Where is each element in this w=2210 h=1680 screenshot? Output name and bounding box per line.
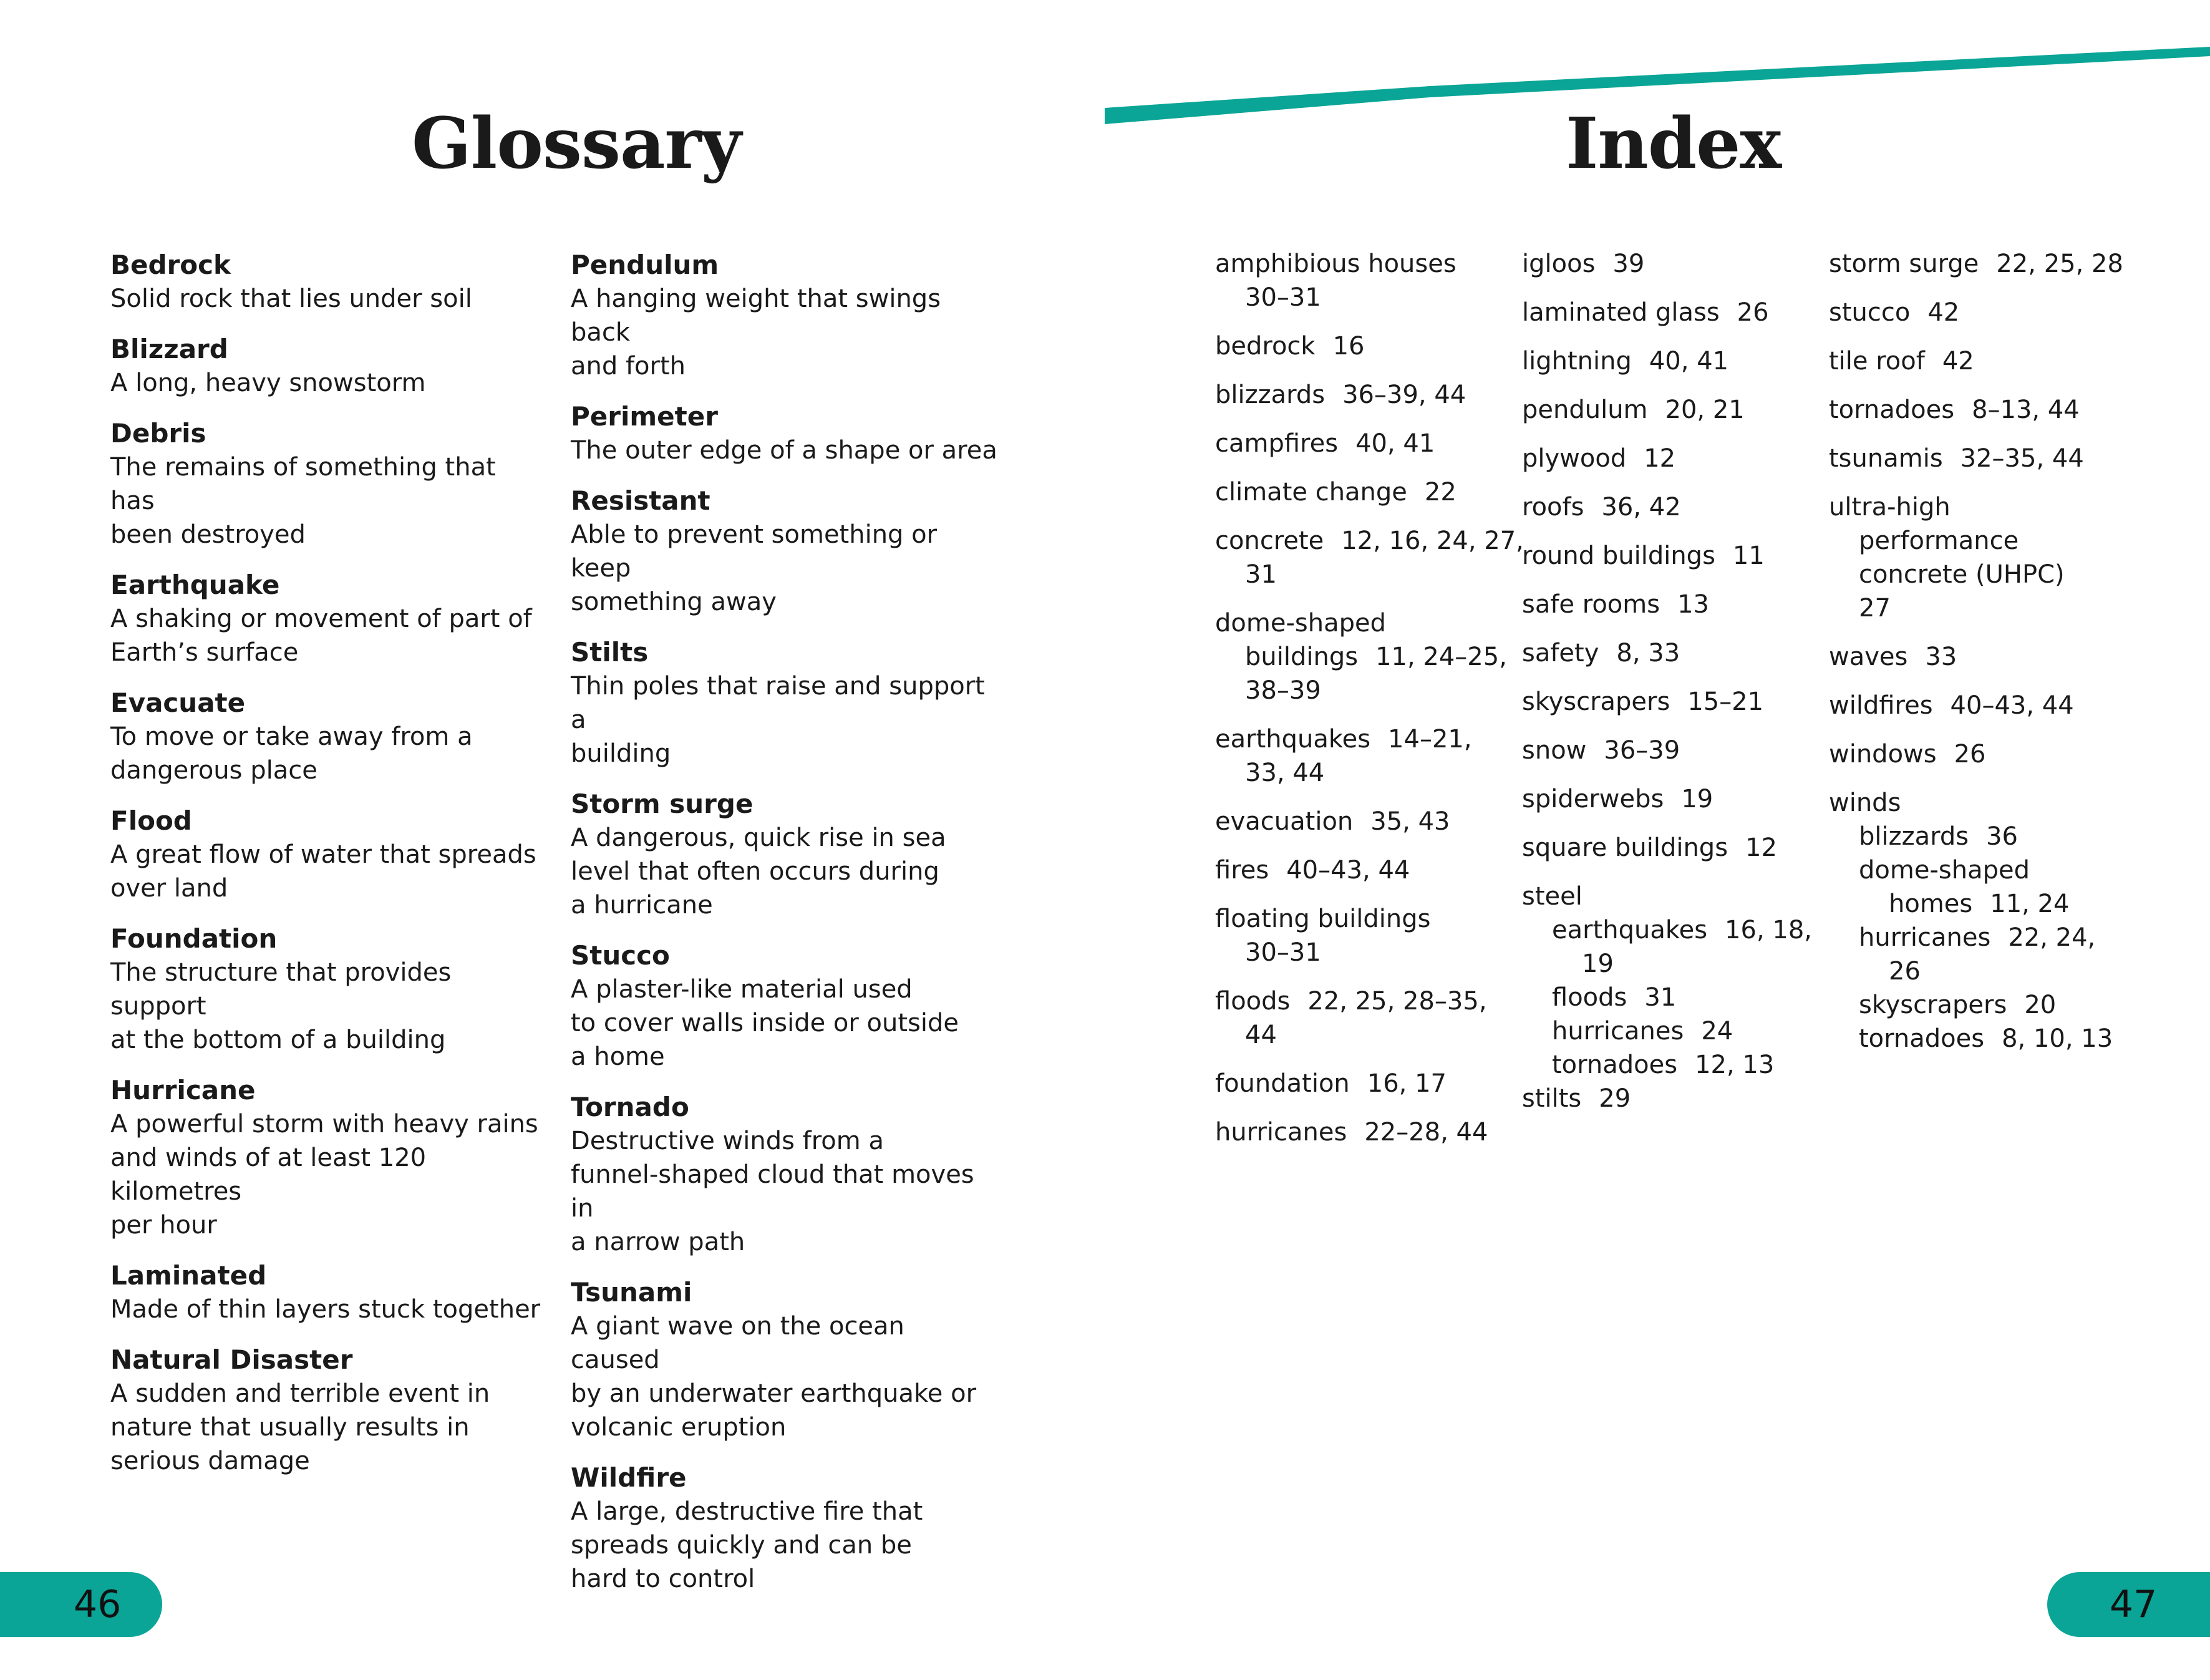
glossary-term: Hurricane	[110, 1075, 256, 1105]
index-line	[1829, 591, 2153, 625]
index-term: tornadoes	[1829, 396, 1955, 424]
index-entry	[1522, 782, 1821, 816]
glossary-entry	[110, 1259, 541, 1326]
index-entry	[1215, 1115, 1508, 1149]
glossary-definition-line: The remains of something that has	[110, 453, 496, 515]
index-entry	[1215, 247, 1508, 314]
index-term: dome-shaped	[1859, 856, 2030, 885]
index-line	[1829, 820, 2153, 853]
index-pages: 8–13, 44	[1972, 396, 2080, 424]
index-term: plywood	[1522, 444, 1627, 473]
index-pages: 19	[1681, 785, 1713, 813]
glossary-term: Bedrock	[110, 250, 231, 280]
glossary-entry	[110, 804, 541, 905]
index-entry	[1522, 588, 1821, 621]
glossary-entry	[110, 922, 541, 1057]
glossary-definition-line: volcanic eruption	[571, 1413, 787, 1442]
index-pages: 11, 24	[1990, 890, 2070, 918]
index-term: buildings	[1245, 643, 1359, 671]
glossary-definition-line: Thin poles that raise and support a	[571, 672, 985, 734]
index-term: ultra-high	[1829, 493, 1951, 522]
index-line	[1522, 782, 1821, 816]
glossary-definition-line: and forth	[571, 352, 686, 381]
index-entry	[1522, 296, 1821, 329]
index-line	[1522, 442, 1821, 475]
index-line	[1215, 378, 1508, 412]
index-entry	[1215, 475, 1508, 509]
glossary-definition-line: Made of thin layers stuck together	[110, 1295, 541, 1324]
glossary-definition-line: been destroyed	[110, 520, 306, 549]
index-term: round buildings	[1522, 541, 1715, 570]
index-term: hurricanes	[1859, 923, 1991, 952]
index-pages: 14–21,	[1388, 725, 1472, 754]
glossary-definition-line: hard to control	[571, 1565, 755, 1593]
index-line	[1522, 1048, 1821, 1082]
index-entry	[1522, 685, 1821, 719]
index-term: stucco	[1829, 298, 1911, 327]
index-line	[1829, 853, 2153, 887]
glossary-term: Evacuate	[110, 687, 246, 718]
index-term: windows	[1829, 740, 1937, 769]
glossary-definition-line: The outer edge of a shape or area	[571, 436, 997, 465]
index-line	[1215, 558, 1508, 591]
glossary-definition-line: a home	[571, 1042, 665, 1071]
glossary-entry	[571, 1276, 1001, 1444]
index-entry	[1215, 329, 1508, 363]
index-line	[1829, 786, 2153, 820]
page-number-left: 46	[74, 1583, 122, 1626]
index-term: foundation	[1215, 1069, 1350, 1098]
index-term: dome-shaped	[1215, 609, 1386, 638]
index-line	[1215, 722, 1508, 756]
glossary-definition-line: The structure that provides support	[110, 958, 452, 1021]
index-term: earthquakes	[1215, 725, 1371, 754]
index-column-2	[1522, 247, 1821, 1130]
index-line	[1522, 539, 1821, 573]
index-line	[1215, 1115, 1508, 1149]
index-line	[1522, 1082, 1821, 1115]
index-term: campfires	[1215, 429, 1339, 458]
index-line	[1829, 1022, 2153, 1056]
index-term: tornadoes	[1552, 1051, 1678, 1079]
glossary-term: Stucco	[571, 940, 670, 971]
index-term: 33, 44	[1245, 759, 1325, 787]
page-number-tab-right	[2047, 1572, 2210, 1637]
index-pages: 33	[1925, 643, 1957, 671]
glossary-definition-line: A hanging weight that swings back	[571, 284, 941, 347]
index-entry	[1215, 524, 1524, 591]
index-line	[1829, 737, 2153, 771]
index-line	[1829, 988, 2153, 1022]
index-pages: 8, 10, 13	[2002, 1024, 2113, 1053]
glossary-entry	[110, 248, 541, 316]
index-line	[1215, 606, 1508, 640]
glossary-entry	[571, 248, 1001, 383]
index-term: concrete (UHPC)	[1859, 560, 2065, 589]
index-entry	[1829, 490, 2153, 625]
index-term: stilts	[1522, 1084, 1582, 1113]
index-line	[1522, 913, 1821, 947]
glossary-entry	[110, 417, 541, 551]
index-entry	[1829, 640, 2153, 674]
index-term: igloos	[1522, 250, 1596, 278]
index-pages: 13	[1677, 590, 1709, 619]
index-entry	[1522, 831, 1821, 865]
index-line	[1522, 734, 1821, 767]
index-column-1	[1215, 247, 1524, 1164]
index-term: tile roof	[1829, 347, 1925, 376]
index-entry	[1522, 393, 1821, 427]
index-entry	[1829, 247, 2153, 281]
glossary-entry	[571, 939, 1001, 1074]
glossary-term: Tornado	[571, 1092, 689, 1122]
index-line	[1829, 954, 2153, 988]
index-line	[1522, 490, 1821, 524]
index-pages: 12, 13	[1695, 1051, 1775, 1079]
index-line	[1522, 1014, 1821, 1048]
index-title: Index	[1566, 103, 1781, 185]
index-term: floating buildings	[1215, 905, 1431, 933]
glossary-entry	[571, 1090, 1001, 1259]
glossary-term: Foundation	[110, 923, 278, 954]
index-line	[1522, 393, 1821, 427]
index-pages: 22, 24,	[2008, 923, 2096, 952]
index-entry	[1829, 737, 2153, 771]
index-term: steel	[1522, 882, 1582, 911]
index-pages: 8, 33	[1616, 639, 1680, 668]
glossary-definition-line: a narrow path	[571, 1228, 745, 1256]
index-entry	[1522, 490, 1821, 524]
glossary-entry	[110, 1343, 541, 1478]
index-line	[1522, 981, 1821, 1014]
glossary-definition-line: A shaking or movement of part of	[110, 605, 532, 633]
index-pages: 36	[1986, 822, 2018, 851]
index-line	[1829, 490, 2153, 524]
index-term: floods	[1215, 987, 1291, 1016]
index-term: lightning	[1522, 347, 1632, 376]
glossary-column-left	[110, 248, 541, 1495]
index-line	[1215, 805, 1508, 838]
index-line	[1522, 685, 1821, 719]
glossary-definition-line: something away	[571, 588, 777, 616]
index-pages: 39	[1612, 250, 1645, 278]
index-term: tsunamis	[1829, 444, 1943, 473]
accent-stripe	[0, 0, 2210, 137]
index-pages: 35, 43	[1370, 807, 1450, 836]
index-line	[1215, 674, 1508, 707]
index-term: blizzards	[1215, 381, 1326, 409]
index-line	[1829, 442, 2153, 475]
index-line	[1829, 689, 2153, 722]
index-term: safety	[1522, 639, 1599, 668]
glossary-definition-line: To move or take away from a	[110, 722, 473, 751]
index-pages: 12	[1644, 444, 1676, 473]
index-term: laminated glass	[1522, 298, 1720, 327]
index-line	[1829, 296, 2153, 329]
index-line	[1522, 296, 1821, 329]
index-line	[1522, 636, 1821, 670]
index-term: storm surge	[1829, 250, 1979, 278]
index-column-3	[1829, 247, 2153, 1071]
index-line	[1215, 640, 1508, 674]
index-term: hurricanes	[1215, 1118, 1347, 1147]
index-term: bedrock	[1215, 332, 1316, 361]
glossary-term: Wildfire	[571, 1462, 687, 1493]
index-line	[1215, 281, 1508, 314]
glossary-definition-line: building	[571, 739, 671, 768]
index-term: earthquakes	[1552, 916, 1708, 944]
page-number-tab-left	[0, 1572, 162, 1637]
glossary-definition-line: per hour	[110, 1211, 217, 1240]
glossary-entry	[571, 400, 1001, 467]
index-entry	[1215, 378, 1508, 412]
index-term: safe rooms	[1522, 590, 1660, 619]
index-entry	[1522, 734, 1821, 767]
glossary-definition-line: Earth’s surface	[110, 638, 299, 667]
glossary-entry	[571, 484, 1001, 619]
index-term: snow	[1522, 736, 1587, 765]
glossary-definition-line: A powerful storm with heavy rains	[110, 1110, 538, 1139]
index-pages: 40, 41	[1355, 429, 1435, 458]
index-pages: 12	[1745, 833, 1777, 862]
glossary-term: Blizzard	[110, 334, 228, 364]
glossary-term: Natural Disaster	[110, 1344, 353, 1375]
glossary-definition-line: A giant wave on the ocean caused	[571, 1312, 904, 1374]
index-term: 44	[1245, 1021, 1277, 1049]
index-term: pendulum	[1522, 396, 1648, 424]
page-number-right: 47	[2110, 1583, 2158, 1626]
index-line	[1829, 524, 2153, 558]
index-term: 38–39	[1245, 676, 1321, 705]
glossary-term: Laminated	[110, 1260, 267, 1291]
glossary-definition-line: Solid rock that lies under soil	[110, 284, 472, 313]
index-term: 31	[1245, 560, 1277, 589]
glossary-definition-line: A plaster-like material used	[571, 975, 913, 1004]
index-line	[1522, 247, 1821, 281]
index-line	[1215, 756, 1508, 790]
index-pages: 22	[1424, 478, 1456, 507]
glossary-definition-line: serious damage	[110, 1447, 310, 1475]
index-entry	[1522, 880, 1821, 1082]
index-pages: 42	[1942, 347, 1974, 376]
index-entry	[1215, 984, 1508, 1052]
glossary-definition-line: A large, destructive fire that	[571, 1497, 923, 1526]
index-pages: 24	[1701, 1017, 1733, 1046]
index-term: amphibious houses	[1215, 250, 1456, 278]
index-pages: 22, 25, 28	[1996, 250, 2123, 278]
glossary-term: Resistant	[571, 485, 710, 516]
index-term: floods	[1552, 983, 1627, 1012]
index-pages: 26	[1954, 740, 1986, 769]
index-pages: 11	[1732, 541, 1765, 570]
glossary-definition-line: A sudden and terrible event in	[110, 1379, 490, 1408]
index-term: waves	[1829, 643, 1908, 671]
index-line	[1522, 831, 1821, 865]
index-pages: 40–43, 44	[1950, 691, 2074, 720]
index-line	[1522, 588, 1821, 621]
glossary-definition-line: a hurricane	[571, 891, 713, 920]
index-entry	[1522, 344, 1821, 378]
glossary-definition-line: over land	[110, 874, 228, 903]
index-line	[1215, 524, 1524, 558]
index-pages: 42	[1927, 298, 1960, 327]
glossary-definition-line: Able to prevent something or keep	[571, 520, 938, 583]
index-term: roofs	[1522, 493, 1584, 522]
glossary-definition-line: at the bottom of a building	[110, 1026, 446, 1054]
index-line	[1215, 329, 1508, 363]
index-term: 27	[1859, 594, 1891, 623]
index-line	[1829, 887, 2153, 921]
index-entry	[1215, 427, 1508, 460]
index-line	[1215, 1067, 1508, 1100]
index-term: winds	[1829, 789, 1901, 817]
index-pages: 36, 42	[1601, 493, 1681, 522]
index-line	[1522, 947, 1821, 981]
index-line	[1215, 902, 1508, 936]
index-pages: 26	[1737, 298, 1769, 327]
index-line	[1215, 1018, 1508, 1052]
index-line	[1829, 247, 2153, 281]
index-pages: 29	[1599, 1084, 1631, 1113]
glossary-entry	[571, 787, 1001, 922]
glossary-entry	[110, 1074, 541, 1242]
index-entry	[1829, 786, 2153, 1056]
glossary-definition-line: spreads quickly and can be	[571, 1531, 912, 1560]
index-term: homes	[1889, 890, 1973, 918]
glossary-definition-line: by an underwater earthquake or	[571, 1379, 977, 1408]
index-pages: 22, 25, 28–35,	[1307, 987, 1487, 1016]
index-entry	[1215, 902, 1508, 969]
glossary-term: Pendulum	[571, 250, 719, 280]
index-term: climate change	[1215, 478, 1407, 507]
index-entry	[1829, 393, 2153, 427]
glossary-term: Tsunami	[571, 1277, 692, 1308]
index-entry	[1829, 689, 2153, 722]
index-line	[1522, 880, 1821, 913]
index-pages: 22–28, 44	[1364, 1118, 1488, 1147]
index-pages: 32–35, 44	[1960, 444, 2084, 473]
index-pages: 20, 21	[1665, 396, 1745, 424]
glossary-definition-line: and winds of at least 120 kilometres	[110, 1143, 427, 1206]
index-entry	[1215, 805, 1508, 838]
index-pages: 12, 16, 24, 27,	[1341, 527, 1524, 555]
index-term: concrete	[1215, 527, 1324, 555]
index-line	[1215, 984, 1508, 1018]
glossary-definition-line: A great flow of water that spreads	[110, 840, 536, 869]
index-line	[1829, 640, 2153, 674]
index-line	[1829, 558, 2153, 591]
index-term: skyscrapers	[1522, 687, 1670, 716]
glossary-definition-line: nature that usually results in	[110, 1413, 470, 1442]
index-term: 30–31	[1245, 938, 1321, 967]
glossary-term: Flood	[110, 805, 192, 836]
glossary-definition-line: A long, heavy snowstorm	[110, 369, 426, 397]
glossary-definition-line: dangerous place	[110, 756, 317, 785]
index-entry	[1522, 442, 1821, 475]
index-entry	[1522, 247, 1821, 281]
index-pages: 20	[2024, 991, 2057, 1019]
index-entry	[1215, 722, 1508, 790]
index-entry	[1215, 853, 1508, 887]
glossary-definition-line: Destructive winds from a	[571, 1127, 884, 1155]
index-term: wildfires	[1829, 691, 1933, 720]
index-line	[1522, 344, 1821, 378]
glossary-term: Earthquake	[110, 570, 280, 600]
glossary-entry	[571, 1461, 1001, 1596]
index-pages: 36–39	[1604, 736, 1680, 765]
index-pages: 31	[1644, 983, 1677, 1012]
glossary-entry	[571, 636, 1001, 770]
glossary-title: Glossary	[412, 103, 741, 185]
index-pages: 40–43, 44	[1286, 856, 1410, 885]
glossary-definition-line: A dangerous, quick rise in sea	[571, 823, 946, 852]
index-term: fires	[1215, 856, 1269, 885]
index-entry	[1215, 1067, 1508, 1100]
index-line	[1829, 344, 2153, 378]
index-term: 30–31	[1245, 283, 1321, 312]
index-entry	[1522, 1082, 1821, 1115]
index-term: evacuation	[1215, 807, 1354, 836]
index-pages: 16, 17	[1367, 1069, 1447, 1098]
index-entry	[1522, 539, 1821, 573]
index-pages: 15–21	[1687, 687, 1764, 716]
index-line	[1829, 393, 2153, 427]
index-pages: 16	[1332, 332, 1365, 361]
glossary-definition-line: to cover walls inside or outside	[571, 1009, 959, 1037]
glossary-term: Storm surge	[571, 789, 754, 819]
glossary-entry	[110, 568, 541, 669]
index-pages: 16, 18,	[1725, 916, 1812, 944]
index-line	[1215, 427, 1508, 460]
glossary-definition-line: funnel-shaped cloud that moves in	[571, 1160, 974, 1223]
index-line	[1829, 921, 2153, 954]
index-term: blizzards	[1859, 822, 1969, 851]
index-term: performance	[1859, 527, 2019, 555]
glossary-definition-line: level that often occurs during	[571, 857, 939, 886]
index-line	[1215, 247, 1508, 281]
glossary-term: Debris	[110, 418, 206, 449]
index-line	[1215, 475, 1508, 509]
index-entry	[1829, 296, 2153, 329]
index-line	[1215, 936, 1508, 969]
glossary-column-right	[571, 248, 1001, 1613]
glossary-term: Stilts	[571, 637, 649, 668]
index-term: spiderwebs	[1522, 785, 1664, 813]
glossary-entry	[110, 686, 541, 787]
index-term: square buildings	[1522, 833, 1728, 862]
index-term: 26	[1889, 957, 1921, 986]
index-term: skyscrapers	[1859, 991, 2007, 1019]
index-pages: 36–39, 44	[1342, 381, 1466, 409]
index-line	[1215, 853, 1508, 887]
index-entry	[1522, 636, 1821, 670]
glossary-term: Perimeter	[571, 401, 718, 432]
index-entry	[1829, 442, 2153, 475]
index-term: 19	[1582, 949, 1614, 978]
index-entry	[1215, 606, 1508, 707]
index-term: tornadoes	[1859, 1024, 1985, 1053]
index-pages: 40, 41	[1649, 347, 1729, 376]
index-pages: 11, 24–25,	[1375, 643, 1507, 671]
index-term: hurricanes	[1552, 1017, 1684, 1046]
glossary-entry	[110, 333, 541, 400]
index-entry	[1829, 344, 2153, 378]
